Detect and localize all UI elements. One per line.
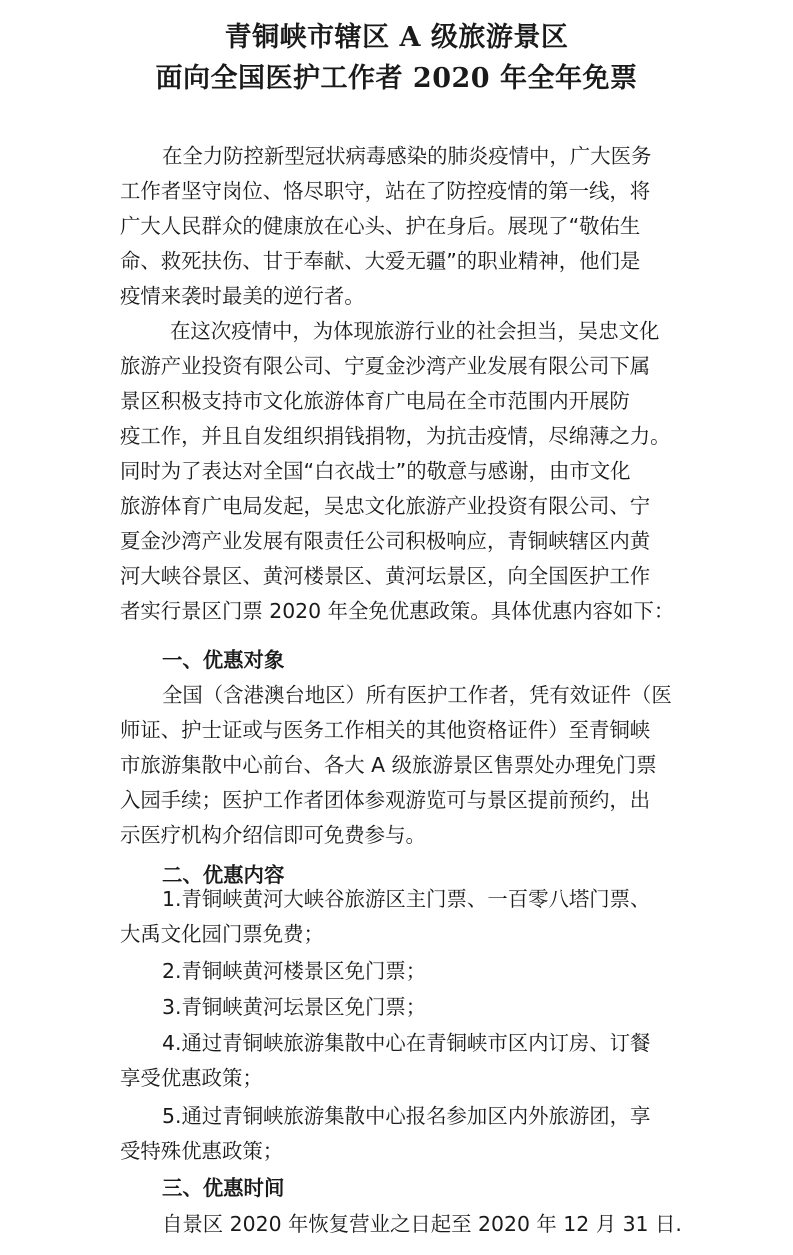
text-line: 享受优惠政策； — [120, 1066, 263, 1090]
text-line: 4.通过青铜峡旅游集散中心在青铜峡市区内订房、订餐 — [162, 1031, 651, 1055]
period-paragraph — [120, 1207, 680, 1242]
text-line: 自景区 2020 年恢复营业之日起至 2020 年 12 月 31 日. — [162, 1212, 682, 1236]
text-line: 1.青铜峡黄河大峡谷旅游区主门票、一百零八塔门票、 — [162, 887, 651, 911]
text-line: 入园手续；医护工作者团体参观游览可与景区提前预约，出 — [120, 788, 651, 812]
section-heading-content: 二、优惠内容 — [162, 863, 285, 887]
text-line: 景区积极支持市文化旅游体育广电局在全市范围内开展防 — [120, 389, 630, 413]
text-line: 在这次疫情中，为体现旅游行业的社会担当，吴忠文化 — [170, 319, 660, 343]
text-line: 疫工作，并且自发组织捐钱捐物，为抗击疫情，尽绵薄之力。 — [120, 424, 671, 448]
text-line: 旅游体育广电局发起，吴忠文化旅游产业投资有限公司、宁 — [120, 494, 651, 518]
text-line: 广大人民群众的健康放在心头、护在身后。展现了“敬佑生 — [120, 214, 641, 238]
benefit-item-4 — [120, 1026, 680, 1096]
text-line: 工作者坚守岗位、恪尽职守，站在了防控疫情的第一线，将 — [120, 179, 651, 203]
background-paragraph — [120, 314, 680, 629]
intro-paragraph — [120, 139, 680, 314]
eligibility-paragraph — [120, 678, 680, 853]
text-line: 者实行景区门票 2020 年全免优惠政策。具体优惠内容如下： — [120, 599, 675, 623]
text-line: 2.青铜峡黄河楼景区免门票； — [162, 959, 427, 983]
text-line: 示医疗机构介绍信即可免费参与。 — [120, 823, 426, 847]
text-line: 市旅游集散中心前台、各大 A 级旅游景区售票处办理免门票 — [120, 753, 657, 777]
benefit-item-3 — [120, 990, 680, 1025]
section-heading-eligibility: 一、优惠对象 — [162, 648, 285, 672]
text-line: 受特殊优惠政策； — [120, 1139, 284, 1163]
benefit-item-5 — [120, 1099, 680, 1169]
text-line: 旅游产业投资有限公司、宁夏金沙湾产业发展有限公司下属 — [120, 354, 651, 378]
text-line: 全国（含港澳台地区）所有医护工作者，凭有效证件（医 — [162, 683, 672, 707]
benefit-item-1 — [120, 882, 680, 952]
text-line: 师证、护士证或与医务工作相关的其他资格证件）至青铜峡 — [120, 718, 651, 742]
section-heading-period: 三、优惠时间 — [162, 1176, 285, 1200]
text-line: 疫情来袭时最美的逆行者。 — [120, 284, 365, 308]
document-title-line-1: 青铜峡市辖区 A 级旅游景区 — [224, 22, 569, 53]
text-line: 夏金沙湾产业发展有限责任公司积极响应，青铜峡辖区内黄 — [120, 529, 651, 553]
text-line: 3.青铜峡黄河坛景区免门票； — [162, 995, 427, 1019]
text-line: 在全力防控新型冠状病毒感染的肺炎疫情中，广大医务 — [162, 144, 652, 168]
text-line: 5.通过青铜峡旅游集散中心报名参加区内外旅游团，享 — [162, 1104, 651, 1128]
text-line: 命、救死扶伤、甘于奉献、大爱无疆”的职业精神，他们是 — [120, 249, 641, 273]
text-line: 河大峡谷景区、黄河楼景区、黄河坛景区，向全国医护工作 — [120, 564, 651, 588]
text-line: 大禹文化园门票免费； — [120, 922, 324, 946]
benefit-item-2 — [120, 954, 680, 989]
text-line: 同时为了表达对全国“白衣战士”的敬意与感谢，由市文化 — [120, 459, 631, 483]
document-title-line-2: 面向全国医护工作者 2020 年全年免票 — [155, 63, 638, 94]
